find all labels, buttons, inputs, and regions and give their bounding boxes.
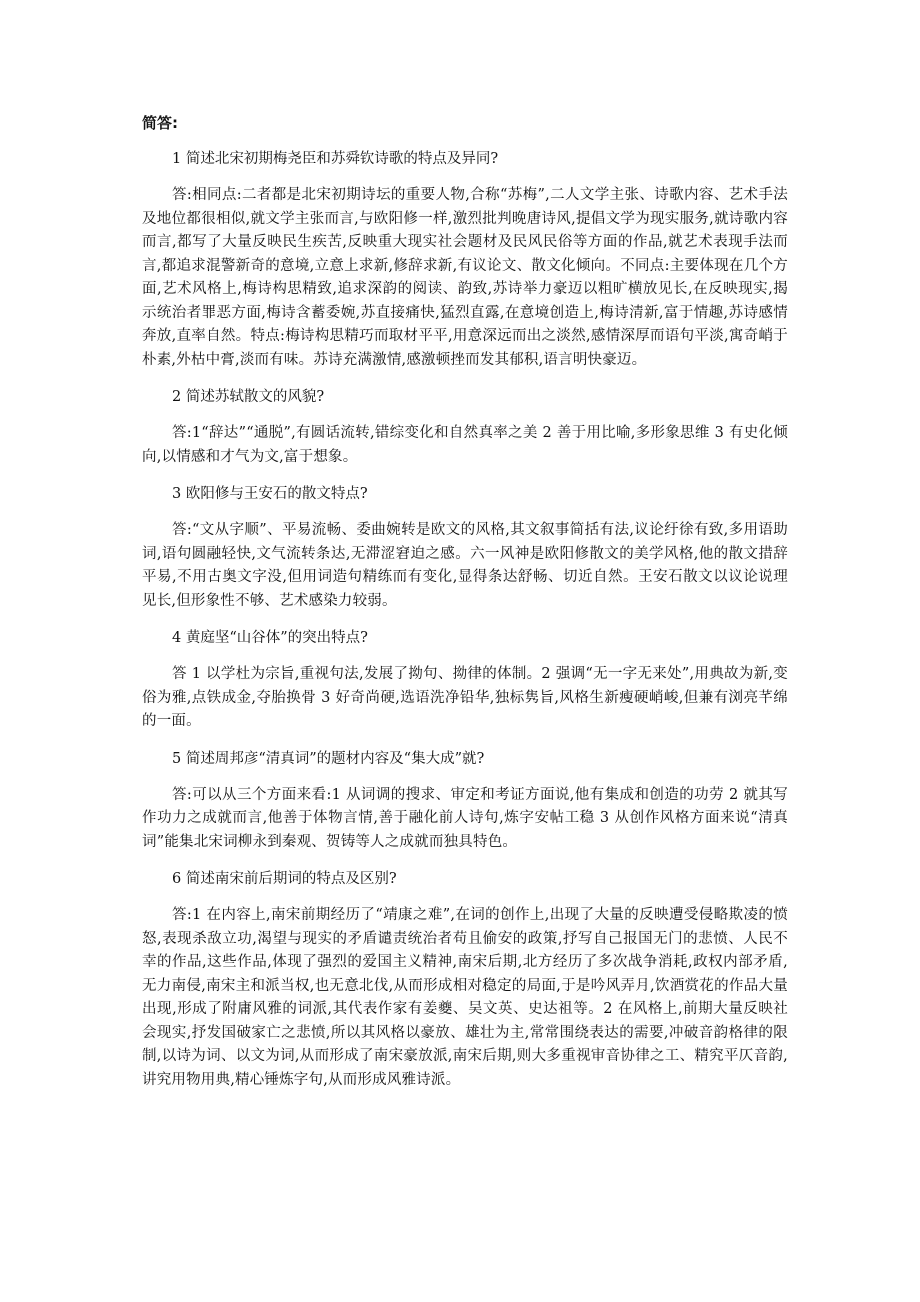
question-2: 2 简述苏轼散文的风貌? <box>172 389 325 405</box>
answer-4: 答 1 以学杜为宗旨,重视句法,发展了拗句、拗律的体制。2 强调“无一字无来处”,用典故为新,变俗为雅,点铁成金,夺胎换骨 3 好奇尚硬,选语洗净铅华,独标隽旨,风格生新瘦硬峭峻,但兼有浏亮芊绵的一面。 <box>142 666 788 729</box>
question-1: 1 简述北宋初期梅尧臣和苏舜钦诗歌的特点及异同? <box>172 151 499 167</box>
answer-3: 答:“文从字顺”、平易流畅、委曲婉转是欧文的风格,其文叙事简括有法,议论纡徐有致,多用语助词,语句圆融轻快,文气流转条达,无滞涩窘迫之感。六一风神是欧阳修散文的美学风格,他的散文措辞平易,不用古奥文字没,但用词造句精练而有变化,显得条达舒畅、切近自然。王安石散文以议论说理见长,但形象性不够、艺术感染力较弱。 <box>142 522 788 609</box>
qa-item-6 <box>142 868 788 1092</box>
qa-item-2 <box>142 386 788 469</box>
question-5: 5 简述周邦彦“清真词”的题材内容及“集大成”就? <box>172 750 485 767</box>
document-page <box>142 112 788 1106</box>
qa-item-3 <box>142 483 788 613</box>
qa-item-5 <box>142 748 788 855</box>
answer-5: 答:可以从三个方面来看:1 从词调的搜求、审定和考证方面说,他有集成和创造的功劳 2 就其写作功力之成就而言,他善于体物言情,善于融化前人诗句,炼字安帖工稳 3 从创作风格方面来说“清真词”能集北宋词柳永到秦观、贺铸等人之成就而独具特色。 <box>142 786 788 850</box>
qa-item-1 <box>142 148 788 372</box>
section-heading: 简答: <box>142 114 178 132</box>
question-6: 6 简述南宋前后期词的特点及区别? <box>172 871 397 887</box>
answer-1: 答:相同点:二者都是北宋初期诗坛的重要人物,合称“苏梅”,二人文学主张、诗歌内容、艺术手法及地位都很相似,就文学主张而言,与欧阳修一样,激烈批判晚唐诗风,提倡文学为现实服务,就诗歌内容而言,都写了大量反映民生疾苦,反映重大现实社会题材及民风民俗等方面的作品,就艺术表现手法而言,都追求混警新奇的意境,立意上求新,修辞求新,有议论文、散文化倾向。不同点:主要体现在几个方面,艺术风格上,梅诗构思精致,追求深韵的阅读、韵致,苏诗举力豪迈以粗旷横放见长,在反映现实,揭示统治者罪恶方面,梅诗含蓄委婉,苏直接痛快,猛烈直露,在意境创造上,梅诗清新,富于情趣,苏诗感情奔放,直率自然。特点:梅诗构思精巧而取材平平,用意深远而出之淡然,感情深厚而语句平淡,寓奇峭于朴素,外枯中膏,淡而有味。苏诗充满激情,感激顿挫而发其郁积,语言明快豪迈。 <box>142 187 788 368</box>
question-3: 3 欧阳修与王安石的散文特点? <box>172 486 368 502</box>
answer-2: 答:1“辞达”“通脱”,有圆话流转,错综变化和自然真率之美 2 善于用比喻,多形象思维 3 有史化倾向,以情感和才气为文,富于想象。 <box>142 425 788 465</box>
qa-item-4 <box>142 627 788 734</box>
answer-6: 答:1 在内容上,南宋前期经历了“靖康之难”,在词的创作上,出现了大量的反映遭受侵略欺凌的愤怒,表现杀敌立功,渴望与现实的矛盾谴责统治者苟且偷安的政策,抒写自己报国无门的悲愤、人民不幸的作品,这些作品,体现了强烈的爱国主义精神,南宋后期,北方经历了多次战争消耗,政权内部矛盾,无力南侵,南宋主和派当权,也无意北伐,从而形成相对稳定的局面,于是吟风弄月,饮酒赏花的作品大量出现,形成了附庸风雅的词派,其代表作家有姜夔、吴文英、史达祖等。2 在风格上,前期大量反映社会现实,抒发国破家亡之悲愤,所以其风格以豪放、雄壮为主,常常围绕表达的需要,冲破音韵格律的限制,以诗为词、以文为词,从而形成了南宋豪放派,南宋后期,则大多重视审音协律之工、精究平仄音韵,讲究用物用典,精心锤炼字句,从而形成风雅诗派。 <box>142 907 788 1088</box>
question-4: 4 黄庭坚“山谷体”的突出特点? <box>172 630 368 646</box>
